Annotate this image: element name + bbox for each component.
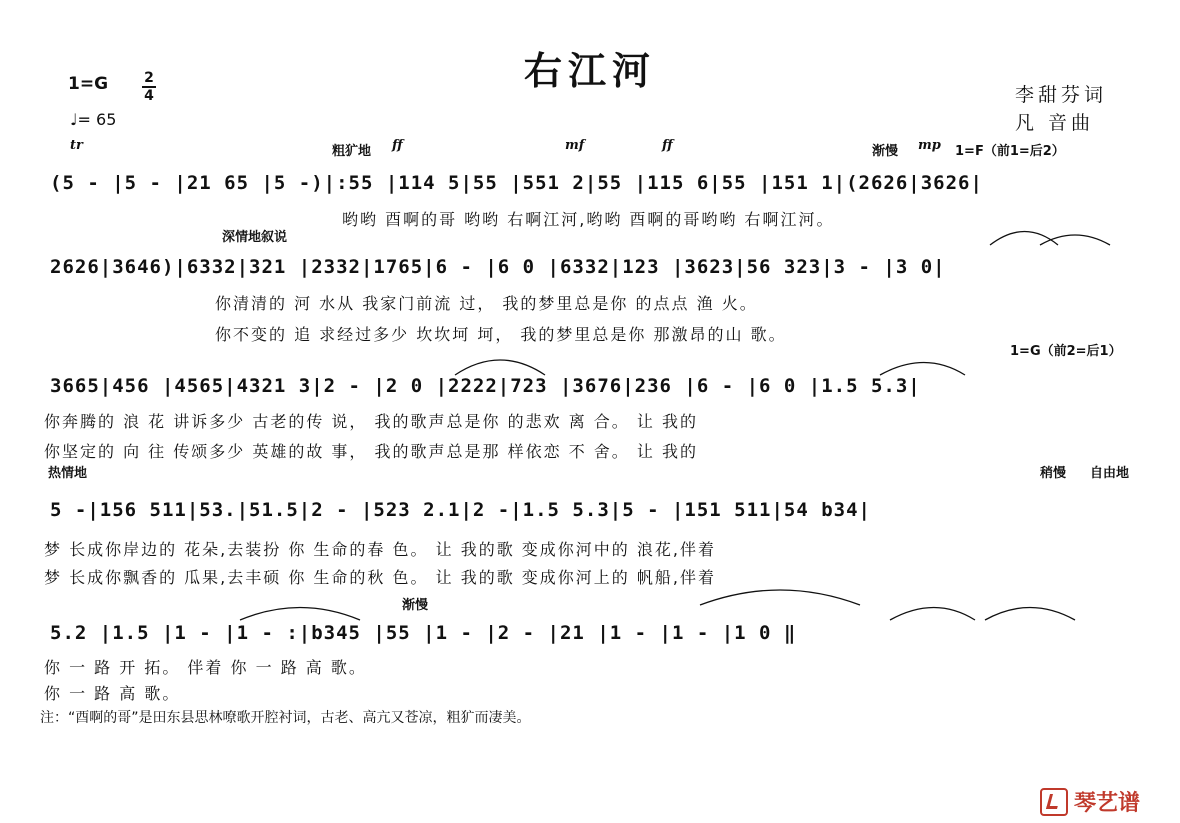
staff-2-notes: 2626|3646)|6332|321 |2332|1765|6 - |6 0 |6332|123 |3623|56 323|3 - |3 0|	[50, 256, 946, 278]
staff-1-lyric-1: 哟哟 酉啊的哥 哟哟 右啊江河,哟哟 酉啊的哥哟哟 右啊江河。	[342, 210, 835, 229]
tempo-slowing-2: 渐慢	[402, 598, 429, 613]
site-logo[interactable]	[1040, 786, 1140, 817]
dynamic-ff-2: ff	[662, 138, 673, 153]
staff-4-lyric-1: 梦 长成你岸边的 花朵,去装扮 你 生命的春 色。 让 我的歌 变成你河中的 浪花,伴着	[44, 540, 716, 559]
staff-2-lyric-2: 你不变的 追 求经过多少 坎坎坷 坷， 我的梦里总是你 那激昂的山 歌。	[215, 325, 787, 344]
slur-arc	[890, 608, 975, 621]
time-signature-bottom: 4	[142, 86, 156, 104]
dynamic-mf: mf	[565, 138, 585, 153]
slur-arc	[240, 608, 360, 621]
slur-arc	[990, 232, 1058, 246]
tempo-slightly-slow: 稍慢	[1040, 466, 1067, 481]
staff-4-lyric-2: 梦 长成你飘香的 瓜果,去丰硕 你 生命的秋 色。 让 我的歌 变成你河上的 帆船,伴着	[44, 568, 716, 587]
staff-3-notes: 3665|456 |4565|4321 3|2 - |2 0 |2222|723 |3676|236 |6 - |6 0 |1.5 5.3|	[50, 375, 921, 397]
staff-2-lyric-1: 你清清的 河 水从 我家门前流 过， 我的梦里总是你 的点点 渔 火。	[215, 294, 758, 313]
expression-narrative: 深情地叙说	[222, 230, 288, 245]
staff-5-notes: 5.2 |1.5 |1 - |1 - :|b345 |55 |1 - |2 - |21 |1 - |1 - |1 0 ‖	[50, 622, 797, 644]
song-title: 右江河	[523, 49, 656, 93]
staff-4-notes: 5 -|156 511|53.|51.5|2 - |523 2.1|2 -|1.5 5.3|5 - |151 511|54 b34|	[50, 499, 871, 521]
slur-arc	[880, 363, 965, 376]
slur-arc	[985, 608, 1075, 621]
modulation-1: 1=F（前1=后2）	[955, 144, 1065, 159]
expression-passionate: 热情地	[48, 466, 88, 481]
expression-freely: 自由地	[1090, 466, 1130, 481]
tempo-marking: ♩= 65	[70, 110, 117, 129]
logo-text: 琴艺谱	[1074, 791, 1141, 816]
time-signature-top: 2	[144, 70, 154, 86]
staff-3-lyric-2: 你坚定的 向 往 传颂多少 英雄的故 事， 我的歌声总是那 样依恋 不 舍。 让 我的	[44, 442, 698, 461]
staff-1-notes: (5 - |5 - |21 65 |5 -)|:55 |114 5|55 |551 2|55 |115 6|55 |151 1|(2626|3626|	[50, 172, 983, 194]
staff-5-lyric-1: 你 一 路 开 拓。 伴着 你 一 路 高 歌。	[44, 658, 367, 677]
slur-arc	[455, 360, 545, 375]
composer-credit: 凡 音曲	[1015, 112, 1095, 134]
key-signature: 1=G	[68, 74, 109, 94]
logo-icon	[1040, 788, 1068, 816]
lyricist-credit: 李甜芬词	[1015, 84, 1108, 106]
slur-arc	[1040, 235, 1110, 245]
staff-5-lyric-2: 你 一 路 高 歌。	[44, 684, 181, 703]
staff-3-lyric-1: 你奔腾的 浪 花 讲诉多少 古老的传 说， 我的歌声总是你 的悲欢 离 合。 让 我的	[44, 412, 698, 431]
expression-rough: 粗犷地	[332, 144, 372, 159]
tempo-slowing: 渐慢	[872, 144, 899, 159]
footnote: 注：“酉啊的哥”是田东县思林嘹歌开腔衬词，古老、高亢又苍凉，粗犷而凄美。	[40, 710, 531, 726]
trill-marking: tr	[70, 138, 83, 153]
dynamic-mp: mp	[918, 138, 941, 153]
modulation-2: 1=G（前2=后1）	[1010, 344, 1122, 359]
dynamic-ff-1: ff	[392, 138, 403, 153]
slur-arc	[700, 590, 860, 605]
